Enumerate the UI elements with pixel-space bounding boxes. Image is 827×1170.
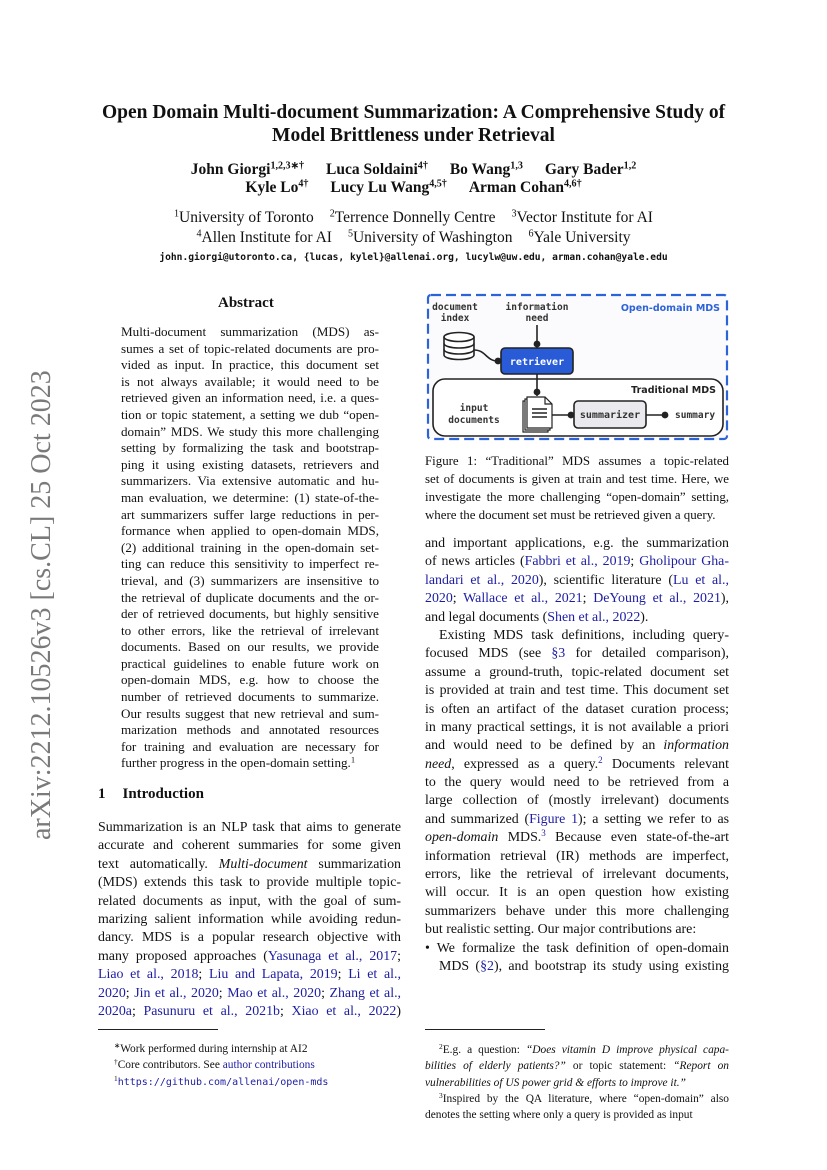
text-run: Existing MDS task definitions, including query- (439, 627, 729, 643)
citation-link[interactable]: §3 (551, 646, 566, 662)
italic-text: information (663, 738, 729, 754)
text-line (121, 639, 379, 656)
italic-text: bilities of elderly patients?” (425, 1060, 566, 1073)
text-run: denotes the setting where only a query is provided as input (425, 1109, 693, 1122)
text-run: set of documents is given at train and test time. Here, we (425, 472, 729, 486)
text-run: man evaluation, we determine: (1) state-of-the- (121, 489, 379, 505)
text-run: summarizers behave under this more challenging (425, 903, 729, 919)
text-run: ; (198, 967, 210, 983)
text-line (425, 921, 729, 939)
citation-link[interactable]: DeYoung et al., (593, 591, 687, 607)
text-run: and important applications, e.g. the summarization (425, 536, 729, 551)
superscript: 1 (350, 754, 356, 765)
text-run: ; (337, 967, 349, 983)
text-line (425, 452, 729, 470)
footnote-link[interactable]: 3 (541, 828, 546, 839)
text-run: accurate and coherent summaries for some given (98, 838, 401, 854)
text-line (98, 911, 401, 929)
text-line (98, 893, 401, 911)
affiliation-number: 2 (329, 208, 335, 220)
text-run: Core contributors. See (117, 1059, 223, 1072)
text-run: and would need to be defined by an (425, 738, 664, 754)
figure-caption (425, 452, 729, 524)
citation-link[interactable]: Pasunuru et al., (143, 1003, 238, 1019)
text-run: errors, like the retrieval of irrelevant documents, (425, 867, 729, 883)
text-run: in many practical settings, it is not available a priori (425, 719, 729, 735)
text-run: ; (452, 591, 464, 607)
affiliation-number: 4 (196, 227, 202, 239)
text-run: ; (279, 1003, 292, 1019)
text-run: ; (630, 554, 640, 570)
text-run: Our results suggest that new retrieval and sum- (121, 705, 379, 721)
text-run: ; (125, 985, 135, 1001)
author-name-text: Kyle Lo (245, 179, 299, 196)
text-line (98, 856, 401, 874)
citation-link[interactable]: 2020 (510, 572, 539, 588)
text-line (425, 848, 729, 866)
italic-text: Multi-document (218, 856, 308, 872)
section-heading (98, 786, 204, 803)
text-line (425, 940, 729, 958)
citation-link[interactable]: Yasunaga et al., (267, 948, 363, 964)
text-run: ), and bootstrap its study using existing (493, 958, 729, 974)
text-run: is provided at train and test time. This document set (425, 683, 729, 699)
open-domain-mds-label: Open-domain MDS (620, 303, 720, 314)
citation-link[interactable]: 2022 (612, 609, 641, 625)
text-line (121, 672, 379, 689)
affiliation-name: University of Toronto (179, 209, 314, 226)
citation-link[interactable]: Fabbri et al., (524, 554, 598, 570)
section-title: Introduction (122, 786, 204, 802)
text-run: ), (720, 591, 729, 607)
citation-link[interactable]: Mao et al., (227, 985, 289, 1001)
text-line (425, 1091, 729, 1107)
text-run: ; (218, 985, 228, 1001)
text-run: marizing salient information while avoiding redun- (98, 911, 401, 927)
text-line (425, 506, 729, 524)
text-line (121, 507, 379, 524)
text-line (425, 488, 729, 506)
text-run: text automatically. (98, 856, 219, 872)
text-run: sumes a set of topic-related documents are pro- (121, 340, 379, 356)
text-run: practical guidelines to enable future work on (121, 655, 379, 671)
text-line (425, 756, 729, 774)
italic-text: “Does vitamin D improve physical capa- (525, 1044, 729, 1056)
citation-link[interactable]: 2021 (554, 591, 583, 607)
italic-text: vulnerabilities of US power grid & efforts to improve it.” (425, 1076, 686, 1089)
author-affiliation-marks: 1,2 (623, 160, 637, 172)
text-run: art summarizers suffer large reductions in per- (121, 506, 379, 522)
citation-link[interactable]: Jin et al., (134, 985, 187, 1001)
text-run: ). (640, 609, 649, 625)
citation-link[interactable]: https://github.com/allenai/open-mds (117, 1076, 329, 1088)
citation-link[interactable]: Shen et al., (547, 609, 610, 625)
text-line (425, 470, 729, 488)
citation-link[interactable]: 2021 (693, 591, 721, 607)
text-run: will occur. It is an open question how existing (425, 885, 729, 901)
text-run: large collection of (mostly irrelevant) documents (425, 793, 729, 809)
text-line (121, 590, 379, 607)
author-name (545, 161, 636, 178)
text-line (121, 606, 379, 623)
text-run: assume a ground-truth, topic-related document set (425, 664, 729, 680)
text-run: for detailed comparison), (565, 646, 729, 662)
affiliations (60, 208, 767, 247)
citation-link[interactable]: Xiao et al., (291, 1003, 361, 1019)
text-run: , expressed as a query. (451, 756, 599, 772)
summary-label: summary (675, 410, 716, 421)
text-line (425, 572, 729, 590)
superscript: ∗ (114, 1040, 121, 1050)
text-run: Documents relevant (602, 756, 729, 772)
text-line (121, 755, 379, 772)
text-line (114, 1041, 401, 1057)
text-line (98, 1003, 401, 1021)
text-run: formance when applied to open-domain MDS, (121, 523, 379, 539)
text-run: information retrieval (IR) methods are imperfect, (425, 848, 729, 864)
text-run: further progress in the open-domain setting. (121, 755, 351, 771)
superscript: 3 (439, 1090, 443, 1100)
text-line (425, 829, 729, 847)
text-line (425, 535, 729, 553)
text-line (121, 341, 379, 358)
text-run: related documents as input, with the goal of sum- (98, 893, 401, 909)
text-line (425, 1107, 729, 1123)
text-line (121, 689, 379, 706)
text-line (121, 656, 379, 673)
text-run: Summarization is an NLP task that aims to generate (98, 820, 401, 835)
title-line: Open Domain Multi-document Summarization: A Comprehensive Study of (101, 102, 726, 123)
text-run: domain” MDS. We study this more challenging (121, 423, 379, 439)
document-index-label: document (432, 302, 478, 313)
affiliation-number: 5 (347, 227, 353, 239)
text-line (98, 929, 401, 947)
text-line (121, 556, 379, 573)
arxiv-identifier: arXiv:2212.10526v3 [cs.CL] 25 Oct 2023 (26, 370, 57, 840)
affiliation-name: Vector Institute for AI (516, 209, 653, 226)
author-name-text: Bo Wang (449, 161, 511, 178)
author-name-text: Gary Bader (544, 161, 624, 178)
text-line (98, 948, 401, 966)
author-name (245, 179, 308, 196)
text-line (425, 1042, 729, 1058)
citation-link[interactable]: 2020 (425, 591, 453, 607)
abstract-body (121, 324, 379, 772)
text-run: der of retrieved documents, but highly sensitive (121, 606, 379, 622)
text-line (425, 884, 729, 902)
text-line (121, 623, 379, 640)
citation-link[interactable]: 2017 (369, 948, 398, 964)
text-run: but realistic setting. Our major contributions are: (425, 922, 697, 938)
affiliation (174, 209, 314, 226)
affiliation-number: 1 (174, 208, 180, 220)
citation-link[interactable]: 2020 (293, 985, 322, 1001)
citation-link[interactable]: 2020 (191, 985, 219, 1001)
citation-link[interactable]: 2018 (170, 967, 199, 983)
text-run: for training and evaluation are necessary for (121, 738, 379, 754)
text-line (425, 701, 729, 719)
text-run: ; (582, 591, 594, 607)
text-run (303, 967, 310, 982)
text-line (121, 573, 379, 590)
document-index-label: index (440, 313, 470, 324)
text-run: focused MDS (see (425, 646, 552, 662)
text-line (425, 866, 729, 884)
text-run: and legal documents ( (425, 609, 548, 625)
text-line (121, 357, 379, 374)
citation-link[interactable]: 2021b (245, 1003, 280, 1019)
text-run: (MDS) extends this task to provide multiple topic- (98, 875, 401, 891)
text-run: ; (397, 948, 401, 964)
italic-text: need (425, 756, 452, 772)
text-run: number of retrieved documents to summarize. (121, 689, 379, 705)
text-line (114, 1057, 401, 1073)
citation-link[interactable]: Zhang et al., (329, 985, 402, 1001)
citation-link[interactable]: Liao et al., (98, 967, 164, 983)
text-line (98, 874, 401, 892)
footnotes-right (425, 1042, 729, 1123)
summarizer-label: summarizer (579, 410, 641, 421)
text-run: tion or topic statement, a setting we dub “open- (121, 406, 379, 422)
input-documents-label: input (459, 403, 489, 414)
citation-link[interactable]: Li et al., (348, 967, 401, 983)
text-run: the retrieval of duplicate documents and the or- (121, 589, 379, 605)
text-run: MDS ( (439, 958, 481, 974)
text-line (121, 440, 379, 457)
text-run: Work performed during internship at AI2 (120, 1043, 308, 1055)
figure-1-diagram (420, 288, 735, 446)
author-name-text: John Giorgi (190, 161, 271, 178)
text-run: investigate the more challenging “open-domain” setting, (425, 490, 729, 504)
author-name (326, 161, 428, 178)
text-line (425, 553, 729, 571)
text-line (425, 1058, 729, 1074)
text-line (121, 390, 379, 407)
text-line (425, 958, 729, 976)
author-name (191, 161, 304, 178)
text-line (425, 737, 729, 755)
text-run: Figure 1: “Traditional” MDS assumes a topic-related (425, 454, 729, 468)
author-affiliation-marks: 4,6† (564, 178, 582, 190)
author-affiliation-marks: 1,2,3∗† (270, 160, 305, 172)
text-line (425, 645, 729, 663)
citation-link[interactable]: 2020 (98, 985, 126, 1001)
text-run: Multi-document summarization (MDS) as- (121, 324, 379, 339)
text-run: ); a setting we refer to as (578, 811, 730, 827)
paper-title (60, 101, 767, 147)
author-name-text: Lucy Lu Wang (330, 179, 430, 196)
text-line (98, 966, 401, 984)
documents-stack-icon (523, 397, 552, 432)
text-run: retrieved given an information need, i.e. a ques- (121, 390, 379, 406)
citation-link[interactable]: Gholipour Gha- (639, 554, 729, 570)
author-affiliation-marks: 4† (298, 178, 309, 190)
affiliation-number: 3 (511, 208, 517, 220)
intro-right-column (425, 535, 729, 976)
author-affiliation-marks: 1,3 (510, 160, 523, 172)
affiliation-name: University of Washington (352, 228, 513, 246)
author-emails: john.giorgi@utoronto.ca, {lucas, kylel}@allenai.org, lucylw@uw.edu, arman.cohan@yale.edu (159, 252, 668, 263)
footnote-link[interactable]: 2 (598, 754, 603, 765)
text-line (121, 739, 379, 756)
author-name (469, 179, 582, 196)
text-run: summarizers. Via extensive automatic and hu- (121, 473, 379, 489)
italic-text: open-domain (425, 830, 499, 846)
affiliation (511, 209, 652, 226)
text-run: and summarized ( (425, 811, 530, 827)
citation-link[interactable]: Figure 1 (529, 811, 579, 827)
text-line (98, 985, 401, 1003)
author-affiliation-marks: 4† (417, 160, 428, 172)
text-run (504, 573, 511, 588)
abstract-heading: Abstract (218, 295, 274, 311)
text-line (121, 407, 379, 424)
footnote-rule (425, 1029, 545, 1030)
citation-link[interactable]: 2019 (602, 554, 631, 570)
text-run: ), scientific literature ( (538, 572, 673, 588)
text-run: MDS. (498, 830, 542, 846)
citation-link[interactable]: §2 (480, 958, 494, 974)
text-run: open-domain MDS, e.g. how to choose the (121, 672, 379, 688)
text-line (121, 457, 379, 474)
affiliation (330, 209, 496, 226)
retriever-label: retriever (509, 357, 565, 368)
author-name (330, 179, 446, 196)
italic-text: “Report on (673, 1060, 729, 1073)
text-run: to the query would need to be retrieved from a (425, 775, 729, 791)
text-line (121, 374, 379, 391)
citation-link[interactable]: 2020a (98, 1003, 132, 1019)
text-run: vided as input. In practice, this document set (121, 357, 379, 373)
text-run: ; (321, 985, 330, 1001)
text-run: E.g. a question: (442, 1044, 526, 1056)
superscript: † (114, 1057, 118, 1067)
text-run (548, 591, 555, 606)
text-run: Inspired by the QA literature, where “open-domain” also (442, 1092, 729, 1105)
text-line (98, 819, 401, 837)
text-line (121, 722, 379, 739)
text-line (425, 609, 729, 627)
text-line (425, 811, 729, 829)
text-line (425, 590, 729, 608)
text-run: marization methods and annotated resources (121, 722, 379, 738)
text-line (121, 523, 379, 540)
text-line (121, 540, 379, 557)
footnotes-left (114, 1041, 401, 1090)
text-run: Because even state-of-the-art (545, 830, 729, 846)
citation-link[interactable]: 2019 (309, 967, 338, 983)
citation-link[interactable]: 2022 (368, 1003, 397, 1019)
text-line (425, 903, 729, 921)
affiliation (528, 229, 630, 246)
text-run: is often an artifact of the dataset curation process; (425, 701, 729, 717)
superscript: 2 (439, 1041, 443, 1051)
information-need-label: need (525, 313, 549, 324)
text-line (121, 473, 379, 490)
database-icon (444, 333, 474, 360)
text-line (121, 424, 379, 441)
text-line (121, 490, 379, 507)
text-line (114, 1074, 401, 1090)
text-run: or topic statement: (565, 1060, 674, 1073)
text-run: of news articles ( (425, 554, 525, 570)
text-run: documents. Based on our results, we provide (121, 639, 379, 655)
text-run: ping it using existing datasets, retrievers and (121, 456, 379, 472)
text-run: many proposed approaches ( (98, 948, 268, 964)
affiliation-name: Allen Institute for AI (201, 228, 332, 246)
text-run (164, 967, 171, 982)
text-line (121, 706, 379, 723)
intro-left-column (98, 819, 401, 1021)
author-name-text: Arman Cohan (468, 179, 564, 196)
text-line (425, 627, 729, 645)
citation-link[interactable]: landari et al., (425, 572, 505, 588)
citation-link[interactable]: author contributions (222, 1059, 315, 1072)
citation-link[interactable]: Wallace et al., (463, 591, 549, 607)
text-run: (2) additional training in the open-domain set- (121, 539, 379, 555)
author-affiliation-marks: 4,5† (429, 178, 447, 190)
superscript: 1 (114, 1073, 118, 1083)
title-line: Model Brittleness under Retrieval (272, 125, 555, 146)
text-line (425, 774, 729, 792)
text-line (425, 664, 729, 682)
text-run: ting can reduce this sensitivity to imperfect re- (121, 556, 379, 572)
text-run: • We formalize the task definition of open-domain (425, 940, 729, 956)
citation-link[interactable]: Lu et al., (672, 572, 729, 588)
author-name (450, 161, 523, 178)
text-run: trieval, and (3) summarizers are insensitive to (121, 572, 379, 588)
affiliation-name: Terrence Donnelly Centre (334, 209, 496, 226)
text-run: is not always available; it would need to be (121, 373, 379, 389)
text-line (425, 719, 729, 737)
information-need-label: information (505, 302, 569, 313)
text-line (425, 1075, 729, 1091)
affiliation (348, 229, 513, 246)
text-run: ; (131, 1003, 144, 1019)
text-run: dancy. MDS is a popular research objective with (98, 930, 401, 946)
affiliation (196, 229, 331, 246)
text-run: setting by formalizing the task and bootstrap- (121, 440, 379, 456)
citation-link[interactable]: Liu and Lapata, (209, 967, 304, 983)
author-name-text: Luca Soldaini (326, 161, 418, 178)
text-run (361, 1004, 369, 1019)
traditional-mds-label: Traditional MDS (631, 385, 716, 396)
text-line (98, 837, 401, 855)
input-documents-label: documents (448, 415, 500, 426)
text-run: where the document set must be retrieved given a query. (425, 508, 716, 522)
affiliation-number: 6 (528, 227, 534, 239)
text-run: to other errors, like the retrieval of irrelevant (121, 622, 379, 638)
text-line (425, 792, 729, 810)
footnote-rule (98, 1029, 218, 1030)
affiliation-name: Yale University (533, 228, 631, 246)
section-number: 1 (98, 786, 106, 802)
text-run: summarization (307, 856, 401, 872)
author-list (60, 161, 767, 197)
text-run: ) (396, 1003, 401, 1019)
text-line (121, 324, 379, 341)
text-line (425, 682, 729, 700)
